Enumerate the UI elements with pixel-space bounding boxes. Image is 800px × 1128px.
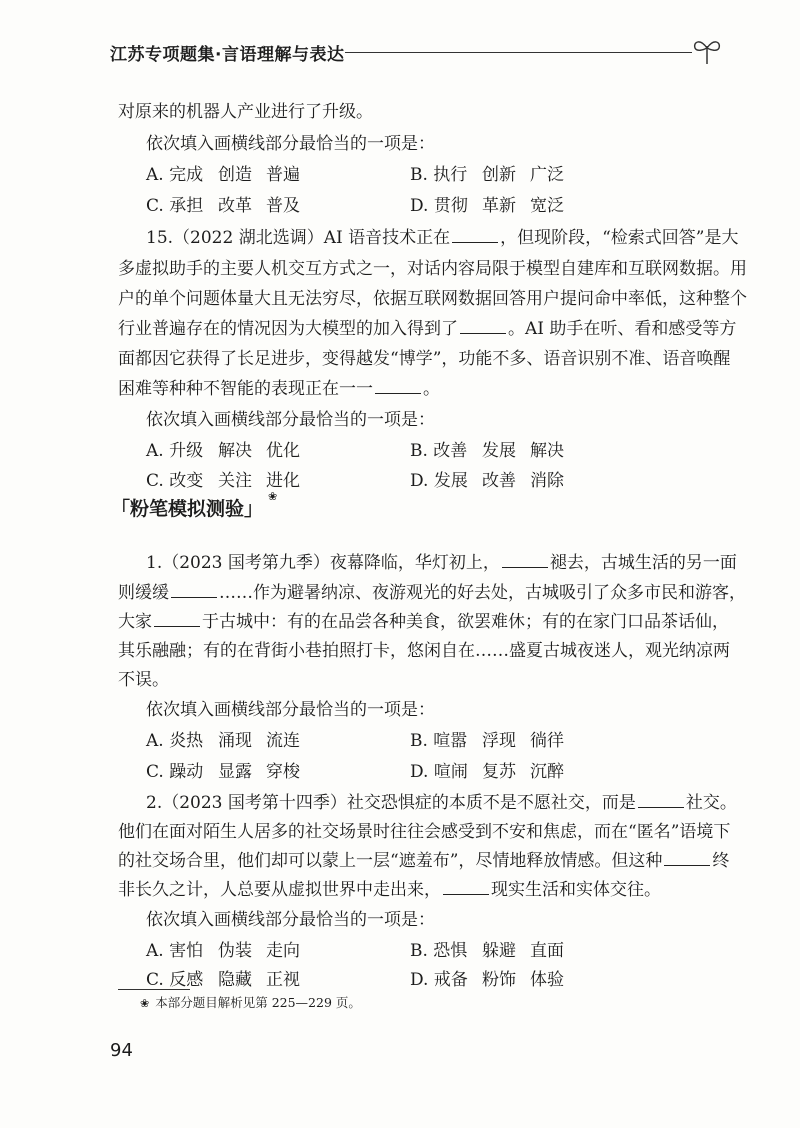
q15-option-a: A. 升级 解决 优化: [146, 441, 300, 461]
q14-option-c: C. 承担 改革 普及: [146, 196, 300, 216]
q2-option-c: C. 反感 隐藏 正视: [146, 970, 300, 990]
q15-line-6: 困难等种种不智能的表现正在一一 。: [118, 379, 440, 399]
q14-prompt: 依次填入画横线部分最恰当的一项是：: [146, 134, 435, 154]
q14-text-line: 对原来的机器人产业进行了升级。: [118, 102, 373, 122]
q1-option-b: B. 喧嚣 浮现 徜徉: [410, 731, 564, 751]
q2-line-3: 的社交场合里，他们却可以蒙上一层“遮羞布”，尽情地释放情感。但这种 终: [118, 851, 730, 871]
q1-line-1: 1.（2023 国考第九季）夜幕降临，华灯初上， 褪去，古城生活的另一面: [146, 553, 737, 573]
q15-line-1: 15.（2022 湖北选调）AI 语音技术正在 ，但现阶段，“检索式回答”是大: [146, 228, 739, 248]
answer-blank: [664, 849, 710, 866]
answer-blank: [638, 791, 684, 808]
footnote: [140, 994, 361, 1013]
q15-line-2: 多虚拟助手的主要人机交互方式之一，对话内容局限于模型自建库和互联网数据。用: [118, 259, 747, 279]
q1-line-4: 其乐融融；有的在背街小巷拍照打卡，悠闲自在……盛夏古城夜迷人，观光纳凉两: [118, 641, 730, 661]
q1-prompt: 依次填入画横线部分最恰当的一项是：: [146, 700, 435, 720]
q2-line-2: 他们在面对陌生人居多的社交场景时往往会感受到不安和焦虑，而在“匿名”语境下: [118, 822, 731, 842]
q15-line-3: 户的单个问题体量大且无法穷尽，依据互联网数据回答用户提问命中率低，这种整个: [118, 289, 747, 309]
q1-line-5: 不误。: [118, 670, 169, 690]
q1-option-a: A. 炎热 涌现 流连: [146, 731, 300, 751]
q1-line-2: 则缓缓 ……作为避暑纳凉、夜游观光的好去处，古城吸引了众多市民和游客，: [118, 583, 746, 603]
answer-blank: [375, 377, 421, 394]
q15-line-4: 行业普遍存在的情况因为大模型的加入得到了 。AI 助手在听、看和感受等方: [118, 319, 737, 339]
q14-option-b: B. 执行 创新 广泛: [410, 165, 564, 185]
page-number: 94: [110, 1040, 133, 1061]
sprout-icon: [690, 36, 724, 66]
q15-option-c: C. 改变 关注 进化: [146, 471, 300, 491]
answer-blank: [502, 551, 548, 568]
q2-line-1: 2.（2023 国考第十四季）社交恐惧症的本质不是不愿社交，而是 社交。: [146, 793, 737, 813]
q14-option-d: D. 贯彻 革新 宽泛: [410, 196, 564, 216]
footnote-rule: [118, 989, 190, 990]
q2-prompt: 依次填入画横线部分最恰当的一项是：: [146, 910, 435, 930]
running-header: [110, 36, 730, 68]
section-title: 「粉笔模拟测验」: [111, 498, 264, 520]
q2-option-d: D. 戒备 粉饰 体验: [410, 970, 564, 990]
q15-option-b: B. 改善 发展 解决: [410, 441, 564, 461]
answer-blank: [154, 610, 200, 627]
q2-option-b: B. 恐惧 躲避 直面: [410, 941, 564, 961]
q1-option-d: D. 喧闹 复苏 沉醉: [410, 762, 564, 782]
answer-blank: [460, 317, 506, 334]
header-title: 江苏专项题集·言语理解与表达: [110, 45, 345, 65]
answer-blank: [452, 226, 498, 243]
q2-line-4: 非长久之计，人总要从虚拟世界中走出来， 现实生活和实体交往。: [118, 880, 661, 900]
q14-option-a: A. 完成 创造 普遍: [146, 165, 300, 185]
flower-icon: ❀: [140, 997, 150, 1010]
flower-icon: ❀: [268, 490, 278, 503]
answer-blank: [443, 878, 489, 895]
q1-line-3: 大家 于古城中：有的在品尝各种美食，欲罢难休；有的在家门口品茶话仙，: [118, 612, 729, 632]
answer-blank: [171, 581, 217, 598]
q2-option-a: A. 害怕 伪装 走向: [146, 941, 300, 961]
q15-prompt: 依次填入画横线部分最恰当的一项是：: [146, 410, 435, 430]
q15-line-5: 面都因它获得了长足进步，变得越发“博学”，功能不多、语音识别不准、语音唤醒: [118, 349, 731, 369]
q15-option-d: D. 发展 改善 消除: [410, 471, 564, 491]
header-rule: [345, 52, 692, 53]
footnote-text: 本部分题目解析见第 225—229 页。: [155, 995, 361, 1010]
q1-option-c: C. 躁动 显露 穿梭: [146, 762, 300, 782]
